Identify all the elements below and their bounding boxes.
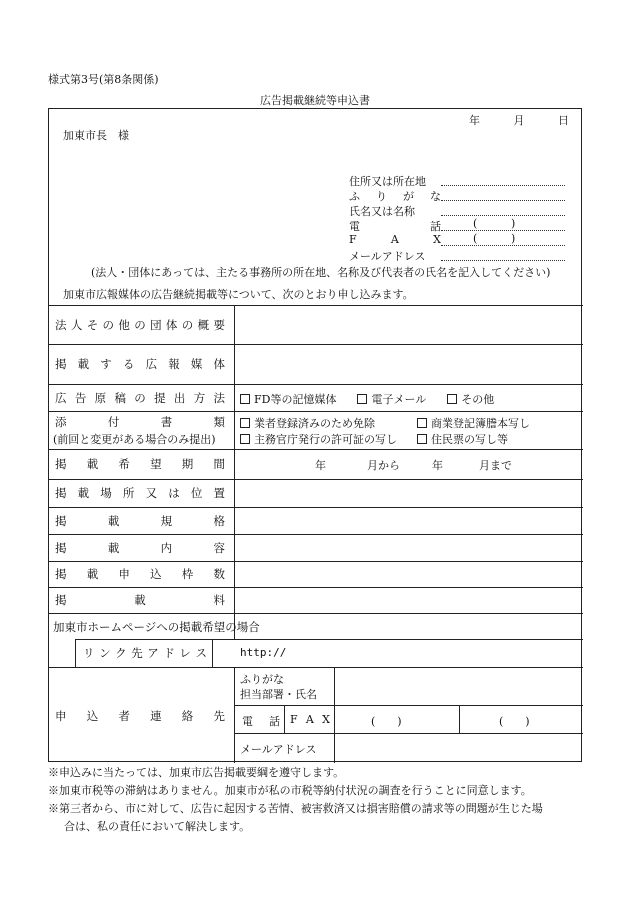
period-month-to: 月まで: [479, 459, 512, 472]
period-month-from: 月から: [367, 459, 400, 472]
fax-paren-open: (: [473, 232, 478, 245]
row-label-media: 掲 載 す る 広 報 媒 体: [55, 357, 225, 371]
contact-furigana-label: ふりがな: [240, 673, 284, 686]
table-top-rule: [49, 305, 583, 306]
email-field[interactable]: [441, 248, 565, 261]
attachment-option-2: 商業登記簿謄本写し: [417, 415, 530, 431]
intro-text: 加東市広報媒体の広告継続掲載等について、次のとおり申し込みます。: [63, 288, 414, 301]
row-label-spec: 掲 載 規 格: [55, 514, 225, 528]
form-number: 様式第3号(第8条関係): [48, 73, 159, 86]
email-label: メールアドレス: [349, 250, 426, 263]
address-field[interactable]: [441, 173, 565, 186]
addressee: 加東市長 様: [63, 129, 129, 142]
applicant-note: (法人・団体にあっては、主たる事務所の所在地、名称及び代表者の氏名を記入してください): [91, 266, 551, 279]
checkbox-registry[interactable]: [417, 418, 427, 428]
submission-options: [240, 391, 494, 407]
footnote-4: 合は、私の責任において解決します。: [64, 820, 251, 833]
attachment-option-4: 住民票の写し等: [417, 431, 508, 447]
footnote-3: ※第三者から、市に対して、広告に起因する苦情、被害救済又は損害賠償の請求等の問題が生じた場: [48, 802, 543, 815]
attachment-option-1: 業者登録済みのため免除: [240, 415, 375, 431]
checkbox-email[interactable]: [357, 394, 367, 404]
contact-fax-label: F A X: [290, 713, 330, 726]
name-field[interactable]: [441, 203, 565, 216]
link-address-value[interactable]: http://: [240, 646, 287, 659]
application-form: [48, 108, 582, 762]
checkbox-fd[interactable]: [240, 394, 250, 404]
row-label-homepage: 加東市ホームページへの掲載希望の場合: [53, 620, 260, 634]
page-title: 広告掲載継続等申込書: [260, 94, 370, 107]
address-label: 住所又は所在地: [349, 175, 426, 188]
contact-dept-label: 担当部署・氏名: [240, 688, 317, 701]
contact-phone-label: 電 話: [242, 715, 280, 728]
checkbox-permit[interactable]: [240, 434, 250, 444]
contact-email-label: メールアドレス: [240, 743, 317, 756]
date-day: 日: [558, 114, 569, 127]
fax-label: F A X: [349, 233, 441, 246]
phone-label: 電 話: [349, 220, 441, 233]
period-year-to: 年: [432, 459, 443, 472]
contact-phone-paren[interactable]: ( ): [371, 715, 402, 728]
furigana-label: ふ り が な: [349, 190, 441, 203]
checkbox-other[interactable]: [447, 394, 457, 404]
row-label-link: リ ン ク 先 ア ド レ ス: [83, 646, 207, 660]
footnote-1: ※申込みに当たっては、加東市広告掲載要綱を遵守します。: [48, 766, 345, 779]
checkbox-resident[interactable]: [417, 434, 427, 444]
fax-field[interactable]: [441, 233, 565, 246]
row-label-period: 掲 載 希 望 期 間: [55, 457, 225, 471]
attachments-note: (前回と変更がある場合のみ提出): [53, 433, 216, 446]
attachment-option-3: 主務官庁発行の許可証の写し: [240, 431, 397, 447]
date-month: 月: [513, 114, 525, 127]
fax-paren-close: ): [511, 232, 516, 245]
row-label-org: 法 人 そ の 他 の 団 体 の 概 要: [55, 318, 225, 332]
option-other: その他: [461, 393, 495, 406]
option-email: 電子メール: [371, 393, 427, 406]
furigana-field[interactable]: [441, 188, 565, 201]
footnote-2: ※加東市税等の滞納はありません。加東市が私の市税等納付状況の調査を行うことに同意します。: [48, 784, 532, 797]
phone-field[interactable]: [441, 218, 565, 231]
period-year-from: 年: [315, 459, 326, 472]
contact-fax-paren[interactable]: ( ): [499, 715, 530, 728]
option-fd: FD等の記憶媒体: [254, 393, 337, 406]
row-label-location: 掲 載 場 所 又 は 位 置: [55, 486, 225, 500]
row-label-submission: 広 告 原 稿 の 提 出 方 法: [55, 391, 225, 405]
phone-paren-close: ): [511, 217, 516, 230]
row-label-frames: 掲 載 申 込 枠 数: [55, 567, 225, 581]
row-label-contact: 申 込 者 連 絡 先: [55, 709, 225, 723]
date-line: [469, 112, 569, 128]
checkbox-registered[interactable]: [240, 418, 250, 428]
phone-paren-open: (: [473, 217, 478, 230]
row-label-content: 掲 載 内 容: [55, 541, 225, 555]
row-label-attachments: 添 付 書 類: [55, 415, 225, 429]
row-label-fee: 掲 載 料: [55, 593, 225, 607]
name-label: 氏名又は名称: [349, 205, 415, 218]
date-year: 年: [469, 114, 480, 127]
